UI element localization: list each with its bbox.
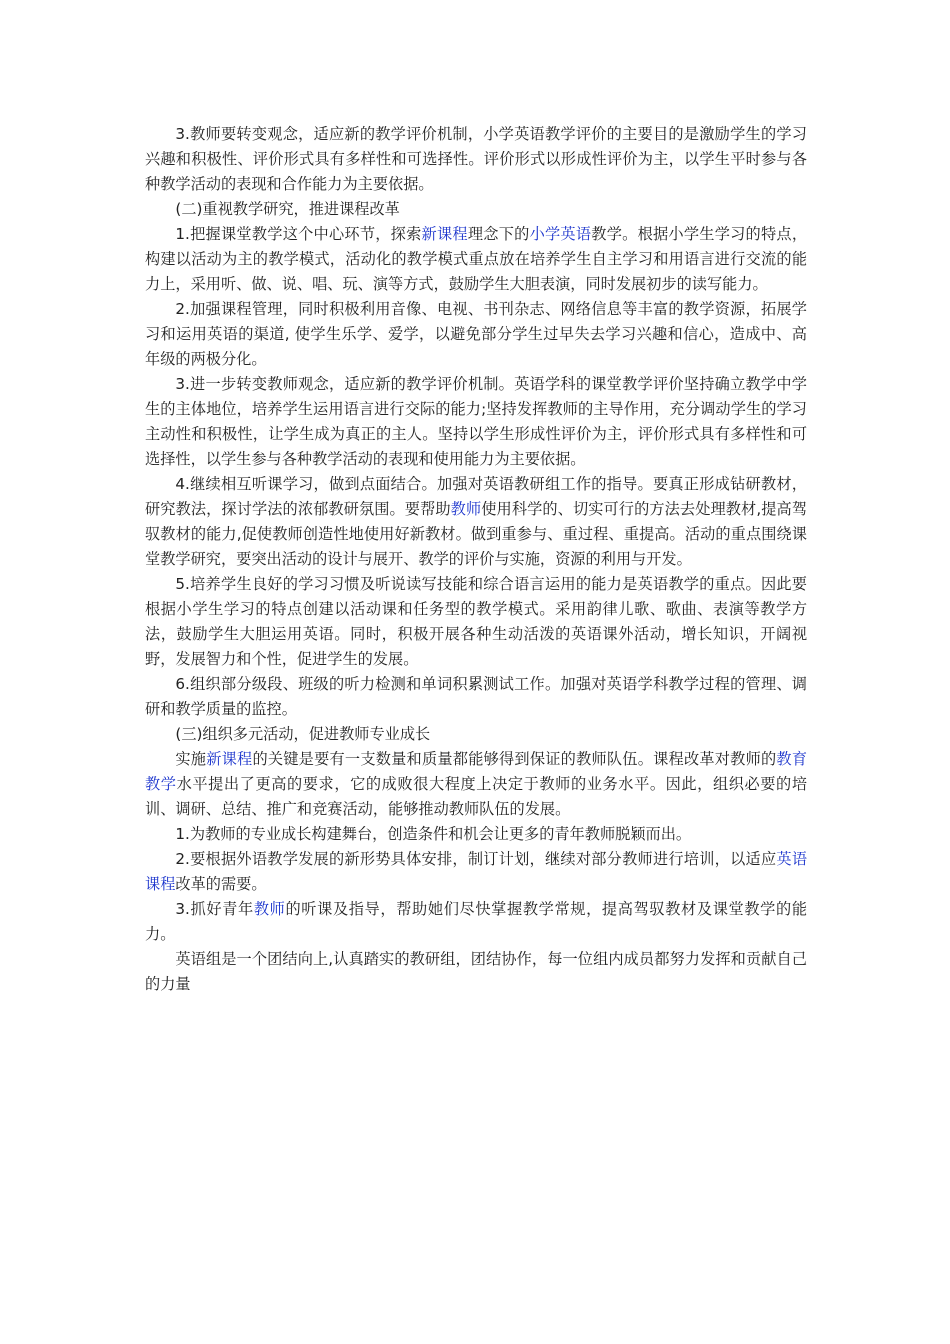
section-heading <box>145 197 807 222</box>
inline-link[interactable]: 小学英语 <box>529 225 592 243</box>
paragraph-text: 3.抓好青年 <box>175 900 254 918</box>
paragraph-text: 2.加强课程管理，同时积极利用音像、电视、书刊杂志、网络信息等丰富的教学资源，拓展学习和运用英语的渠道, 使学生乐学、爱学，以避免部分学生过早失去学习兴趣和信心，造成中、高年级的两极分化。 <box>145 300 807 368</box>
paragraph <box>145 572 807 672</box>
document-page <box>145 122 807 997</box>
paragraph-text: 3.教师要转变观念，适应新的教学评价机制，小学英语教学评价的主要目的是激励学生的学习兴趣和积极性、评价形式具有多样性和可选择性。评价形式以形成性评价为主，以学生平时参与各种教学活动的表现和合作能力为主要依据。 <box>145 125 807 193</box>
paragraph <box>145 372 807 472</box>
paragraph <box>145 822 807 847</box>
inline-link[interactable]: 新课程 <box>206 750 253 768</box>
inline-link[interactable]: 新课程 <box>421 225 468 243</box>
paragraph-text: 的关键是要有一支数量和质量都能够得到保证的教师队伍。课程改革对教师的 <box>252 750 777 768</box>
paragraph-text: 6.组织部分级段、班级的听力检测和单词积累测试工作。加强对英语学科教学过程的管理、调研和教学质量的监控。 <box>145 675 807 718</box>
paragraph-text: 水平提出了更高的要求，它的成败很大程度上决定于教师的业务水平。因此，组织必要的培训、调研、总结、推广和竞赛活动，能够推动教师队伍的发展。 <box>145 775 808 818</box>
paragraph <box>145 222 807 297</box>
paragraph <box>145 472 807 572</box>
paragraph-text: 3.进一步转变教师观念，适应新的教学评价机制。英语学科的课堂教学评价坚持确立教学中学生的主体地位，培养学生运用语言进行交际的能力;坚持发挥教师的主导作用，充分调动学生的学习主动性和积极性，让学生成为真正的主人。坚持以学生形成性评价为主，评价形式具有多样性和可选择性，以学生参与各种教学活动的表现和使用能力为主要依据。 <box>145 375 807 468</box>
paragraph <box>145 297 807 372</box>
inline-link[interactable]: 英语课程 <box>145 850 808 893</box>
paragraph-text: 1.为教师的专业成长构建舞台，创造条件和机会让更多的青年教师脱颖而出。 <box>175 825 692 843</box>
paragraph-text: 2.要根据外语教学发展的新形势具体安排，制订计划，继续对部分教师进行培训，以适应 <box>175 850 777 868</box>
paragraph <box>145 947 807 997</box>
paragraph-text: (三)组织多元活动，促进教师专业成长 <box>175 725 431 743</box>
paragraph <box>145 847 807 897</box>
paragraph <box>145 122 807 197</box>
inline-link[interactable]: 教师 <box>253 900 286 918</box>
inline-link[interactable]: 教师 <box>450 500 482 518</box>
paragraph-text: 5.培养学生良好的学习习惯及听说读写技能和综合语言运用的能力是英语教学的重点。因此要根据小学生学习的特点创建以活动课和任务型的教学模式。采用韵律儿歌、歌曲、表演等教学方法，鼓励学生大胆运用英语。同时，积极开展各种生动活泼的英语课外活动，增长知识，开阔视野，发展智力和个性，促进学生的发展。 <box>145 575 807 668</box>
paragraph-text: 的听课及指导，帮助她们尽快掌握教学常规，提高驾驭教材及课堂教学的能力。 <box>145 900 808 943</box>
inline-link[interactable]: 教育教学 <box>145 750 808 793</box>
paragraph <box>145 897 807 947</box>
paragraph-text: 改革的需要。 <box>175 875 267 893</box>
section-heading <box>145 722 807 747</box>
paragraph-text: 英语组是一个团结向上,认真踏实的教研组，团结协作，每一位组内成员都努力发挥和贡献自己的力量 <box>145 950 807 993</box>
paragraph <box>145 672 807 722</box>
paragraph-text: 4.继续相互听课学习，做到点面结合。加强对英语教研组工作的指导。要真正形成钻研教材，研究教法，探讨学法的浓郁教研氛围。要帮助 <box>145 475 807 518</box>
paragraph-text: 1.把握课堂教学这个中心环节，探索 <box>175 225 422 243</box>
paragraph-text: 教学。根据小学生学习的特点，构建以活动为主的教学模式，活动化的教学模式重点放在培养学生自主学习和用语言进行交流的能力上，采用听、做、说、唱、玩、演等方式，鼓励学生大胆表演，同时发展初步的读写能力。 <box>145 225 808 293</box>
paragraph-text: 理念下的 <box>467 225 530 243</box>
paragraph <box>145 747 807 822</box>
paragraph-text: 使用科学的、切实可行的方法去处理教材,提高驾驭教材的能力,促使教师创造性地使用好新教材。做到重参与、重过程、重提高。活动的重点围绕课堂教学研究，要突出活动的设计与展开、教学的评价与实施，资源的利用与开发。 <box>145 500 808 568</box>
paragraph-text: (二)重视教学研究，推进课程改革 <box>175 200 400 218</box>
paragraph-text: 实施 <box>175 750 207 768</box>
